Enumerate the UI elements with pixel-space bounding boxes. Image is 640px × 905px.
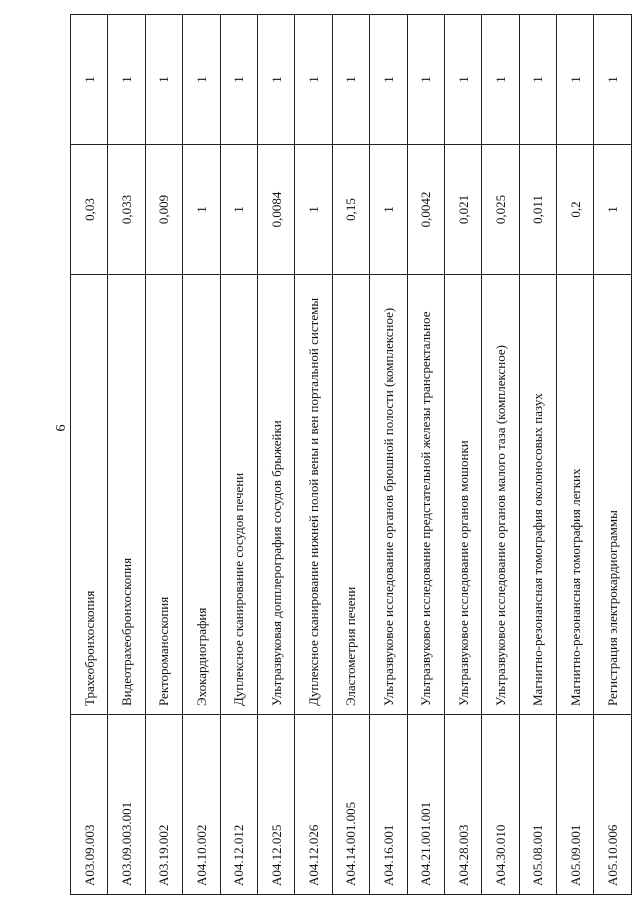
service-code-cell: A05.10.006	[594, 715, 632, 895]
table-row	[444, 15, 481, 895]
service-name-cell: Магнитно-резонансная томография легких	[557, 275, 594, 715]
usage-frequency-cell: 1	[183, 145, 220, 275]
service-code-cell: A04.12.025	[257, 715, 294, 895]
service-code-cell: A04.30.010	[482, 715, 519, 895]
service-code-cell: A03.09.003.001	[108, 715, 145, 895]
table-row	[519, 15, 556, 895]
usage-multiplicity-cell: 1	[71, 15, 108, 145]
usage-multiplicity-cell: 1	[482, 15, 519, 145]
service-name-cell: Регистрация электрокардиограммы	[594, 275, 632, 715]
service-name-cell: Эхокардиография	[183, 275, 220, 715]
usage-multiplicity-cell: 1	[594, 15, 632, 145]
table-row	[183, 15, 220, 895]
usage-frequency-cell: 0,021	[444, 145, 481, 275]
usage-frequency-cell: 0,011	[519, 145, 556, 275]
table-row	[332, 15, 369, 895]
usage-multiplicity-cell: 1	[444, 15, 481, 145]
usage-multiplicity-cell: 1	[108, 15, 145, 145]
services-table	[70, 14, 632, 895]
usage-multiplicity-cell: 1	[295, 15, 332, 145]
table-row	[145, 15, 182, 895]
service-code-cell: A04.12.026	[295, 715, 332, 895]
service-code-cell: A03.09.003	[71, 715, 108, 895]
usage-frequency-cell: 0,15	[332, 145, 369, 275]
usage-multiplicity-cell: 1	[370, 15, 407, 145]
usage-frequency-cell: 1	[220, 145, 257, 275]
service-code-cell: A04.16.001	[370, 715, 407, 895]
service-code-cell: A04.14.001.005	[332, 715, 369, 895]
service-code-cell: A04.28.003	[444, 715, 481, 895]
service-code-cell: A04.12.012	[220, 715, 257, 895]
service-code-cell: A05.08.001	[519, 715, 556, 895]
table-row	[594, 15, 632, 895]
usage-multiplicity-cell: 1	[407, 15, 444, 145]
table-row	[370, 15, 407, 895]
usage-multiplicity-cell: 1	[257, 15, 294, 145]
table-row	[71, 15, 108, 895]
service-name-cell: Ректороманоскопия	[145, 275, 182, 715]
usage-frequency-cell: 0,033	[108, 145, 145, 275]
service-code-cell: A04.21.001.001	[407, 715, 444, 895]
service-name-cell: Ультразвуковое исследование органов малого таза (комплексное)	[482, 275, 519, 715]
usage-frequency-cell: 0,025	[482, 145, 519, 275]
service-name-cell: Ультразвуковое исследование органов брюшной полости (комплексное)	[370, 275, 407, 715]
usage-frequency-cell: 1	[370, 145, 407, 275]
service-code-cell: A05.09.001	[557, 715, 594, 895]
services-table-container	[70, 15, 632, 895]
service-name-cell: Ультразвуковое исследование органов мошонки	[444, 275, 481, 715]
service-name-cell: Магнитно-резонансная томография околоносовых пазух	[519, 275, 556, 715]
usage-frequency-cell: 0,009	[145, 145, 182, 275]
table-row	[220, 15, 257, 895]
usage-frequency-cell: 0,0084	[257, 145, 294, 275]
table-row	[557, 15, 594, 895]
service-code-cell: A04.10.002	[183, 715, 220, 895]
table-row	[295, 15, 332, 895]
table-row	[257, 15, 294, 895]
usage-frequency-cell: 0,0042	[407, 145, 444, 275]
service-name-cell: Трахеобронхоскопия	[71, 275, 108, 715]
usage-frequency-cell: 1	[594, 145, 632, 275]
service-code-cell: A03.19.002	[145, 715, 182, 895]
usage-multiplicity-cell: 1	[332, 15, 369, 145]
service-name-cell: Ультразвуковое исследование предстательной железы трансректальное	[407, 275, 444, 715]
usage-multiplicity-cell: 1	[145, 15, 182, 145]
services-table-body	[71, 15, 632, 895]
page-number: 6	[54, 424, 69, 432]
usage-frequency-cell: 0,2	[557, 145, 594, 275]
usage-frequency-cell: 0,03	[71, 145, 108, 275]
service-name-cell: Дуплексное сканирование нижней полой вены и вен портальной системы	[295, 275, 332, 715]
table-row	[482, 15, 519, 895]
service-name-cell: Дуплексное сканирование сосудов печени	[220, 275, 257, 715]
usage-frequency-cell: 1	[295, 145, 332, 275]
usage-multiplicity-cell: 1	[519, 15, 556, 145]
usage-multiplicity-cell: 1	[220, 15, 257, 145]
table-row	[407, 15, 444, 895]
usage-multiplicity-cell: 1	[557, 15, 594, 145]
service-name-cell: Эластометрия печени	[332, 275, 369, 715]
table-row	[108, 15, 145, 895]
usage-multiplicity-cell: 1	[183, 15, 220, 145]
service-name-cell: Видеотрахеобронхоскопия	[108, 275, 145, 715]
service-name-cell: Ультразвуковая допплерография сосудов брыжейки	[257, 275, 294, 715]
